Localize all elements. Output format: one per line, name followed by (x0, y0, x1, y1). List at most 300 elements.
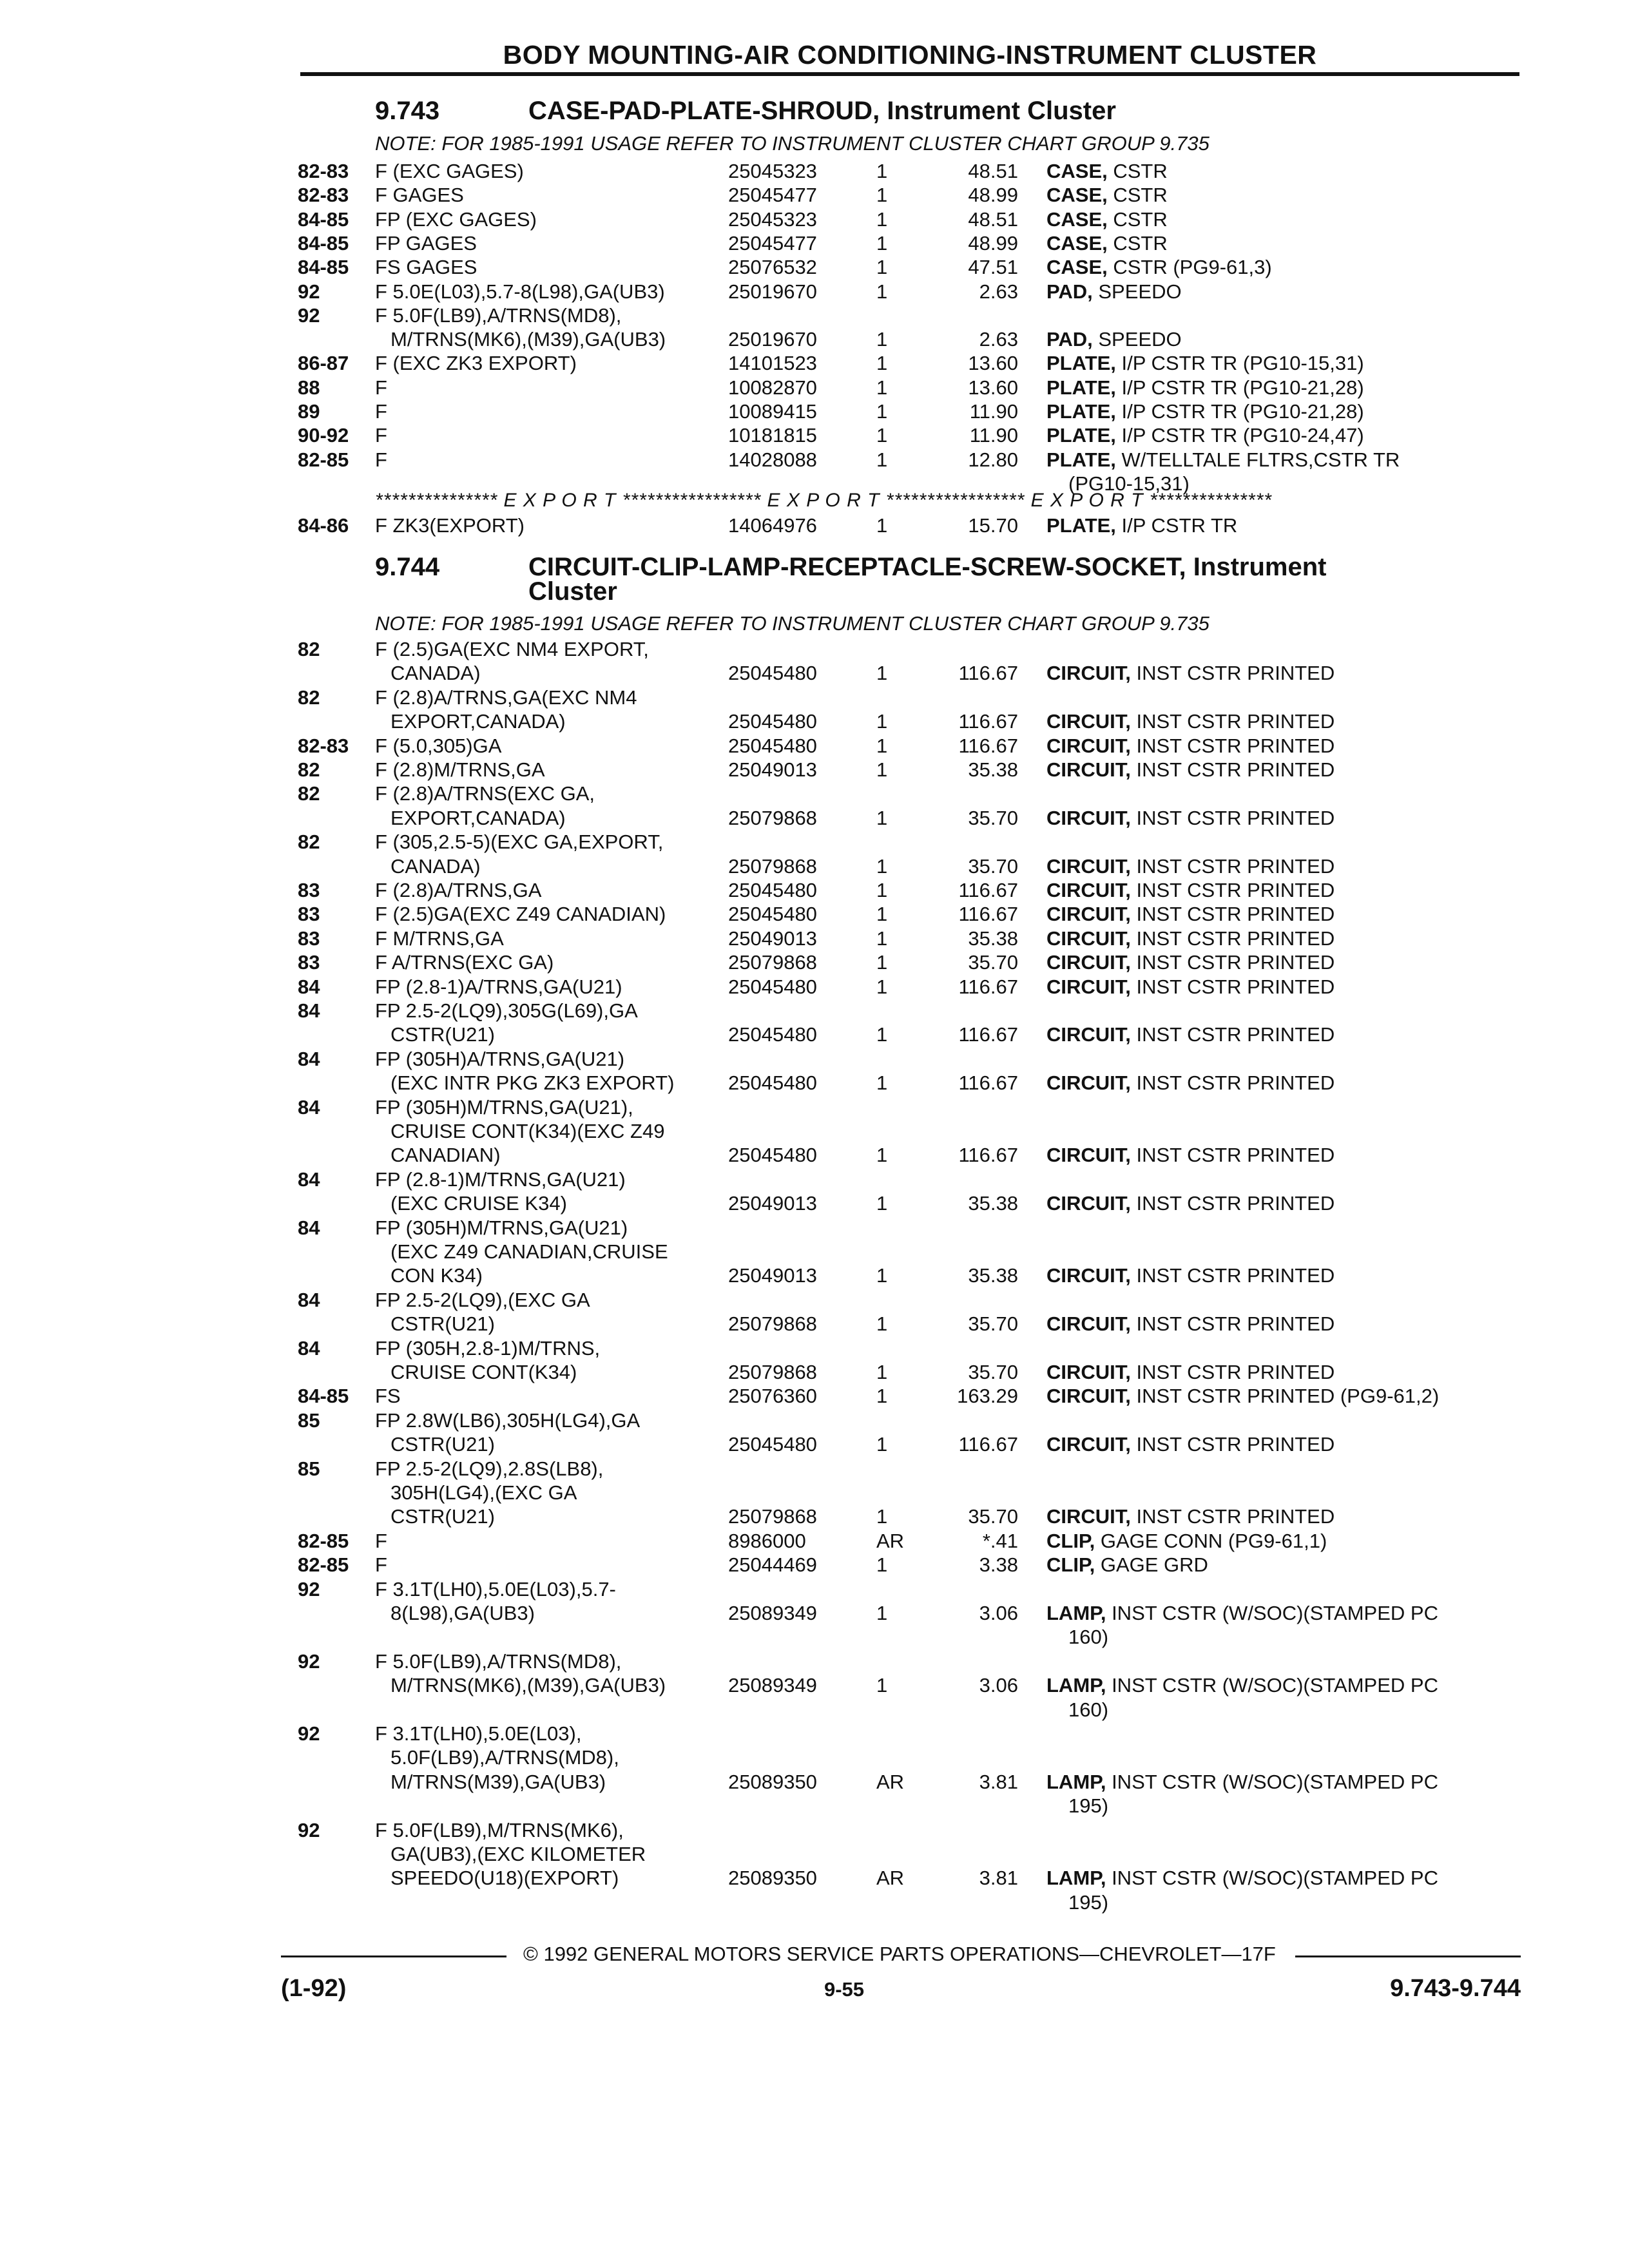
cell-ds: PLATE, (1046, 400, 1116, 423)
cell-ap2: (EXC INTR PKG ZK3 EXPORT) (390, 1072, 675, 1095)
cell-description (1046, 352, 1364, 375)
cell-description (1046, 400, 1364, 423)
cell-pn: 25019670 (728, 280, 817, 303)
cell-qt: 1 (876, 1602, 888, 1624)
cell-pr: 35.38 (968, 927, 1018, 950)
cell-yr: 84 (298, 1095, 320, 1119)
cell-ap: F (2.8)M/TRNS,GA (375, 758, 545, 781)
cell-description (1046, 879, 1335, 902)
cell-ds2: INST CSTR PRINTED (1130, 1361, 1335, 1383)
cell-ap: FP (305H)A/TRNS,GA(U21) (375, 1047, 625, 1070)
cell-description (1046, 951, 1335, 974)
cell-pr: 13.60 (968, 376, 1018, 399)
list-item (0, 1481, 1629, 1505)
cell-ds2: CSTR (1107, 184, 1168, 207)
cell-ds2: CSTR (1107, 231, 1168, 255)
cell-pr: 3.81 (979, 1770, 1018, 1793)
list-item (0, 1722, 1629, 1746)
cell-ap: FP (2.8-1)M/TRNS,GA(U21) (375, 1168, 626, 1191)
list-item (0, 638, 1629, 662)
cell-ds2: INST CSTR PRINTED (1130, 854, 1335, 878)
cell-description (1046, 975, 1335, 999)
cell-ds: PAD, (1046, 328, 1093, 351)
cell-ap: FP 2.8W(LB6),305H(LG4),GA (375, 1408, 641, 1432)
cell-description (1046, 903, 1335, 926)
cell-ap: F (2.5)GA(EXC Z49 CANADIAN) (375, 903, 666, 926)
cell-ds2: SPEEDO (1092, 328, 1182, 351)
cell-ds: CIRCUIT, (1046, 975, 1131, 998)
cell-description (1046, 256, 1272, 279)
cell-ds2: I/P CSTR TR (PG10-21,28) (1115, 400, 1364, 423)
cell-ap2: 5.0F(LB9),A/TRNS(MD8), (390, 1746, 619, 1769)
cell-description (1046, 927, 1335, 950)
list-item (0, 1361, 1629, 1385)
cell-ds: CIRCUIT, (1046, 879, 1131, 901)
list-item (0, 1530, 1629, 1553)
cell-ds: CIRCUIT, (1046, 1072, 1131, 1095)
cell-ds: CLIP, (1046, 1553, 1095, 1577)
cell-ds2: INST CSTR PRINTED (1130, 1192, 1335, 1215)
cell-ap: F (305,2.5-5)(EXC GA,EXPORT, (375, 831, 664, 854)
cell-qt: 1 (876, 1144, 888, 1167)
cell-pr: 48.51 (968, 207, 1018, 231)
cell-qt: 1 (876, 1553, 888, 1577)
cell-pn: 25079868 (728, 951, 817, 974)
cell-yr: 82 (298, 831, 320, 854)
cell-ds: CIRCUIT, (1046, 1264, 1131, 1287)
cell-ds: CIRCUIT, (1046, 806, 1131, 829)
cell-pr: 116.67 (958, 710, 1018, 733)
cell-ap: F 5.0F(LB9),A/TRNS(MD8), (375, 1649, 622, 1673)
cell-ds: PLATE, (1046, 424, 1116, 447)
cell-ap: FP GAGES (375, 231, 477, 255)
cell-ds: CASE, (1046, 160, 1108, 182)
section-note: NOTE: FOR 1985-1991 USAGE REFER TO INSTRUMENT CLUSTER CHART GROUP 9.735 (375, 612, 1210, 635)
cell-ap: FP (305H,2.8-1)M/TRNS, (375, 1336, 601, 1360)
cell-ap: F (EXC ZK3 EXPORT) (375, 352, 577, 375)
cell-pr: 116.67 (958, 662, 1018, 685)
cell-ap2: CANADA) (390, 662, 481, 685)
cell-pn: 8986000 (728, 1529, 806, 1552)
cell-pn: 14064976 (728, 514, 817, 537)
list-item (0, 1771, 1629, 1794)
cell-ds2: W/TELLTALE FLTRS,CSTR TR (1115, 448, 1400, 471)
cell-qt: 1 (876, 514, 888, 537)
cell-pr: 11.90 (969, 400, 1018, 423)
list-item (0, 1048, 1629, 1072)
cell-qt: 1 (876, 1433, 888, 1456)
cell-pn: 25019670 (728, 328, 817, 351)
list-item (0, 304, 1629, 328)
cell-pr: 11.90 (969, 424, 1018, 447)
list-item (0, 831, 1629, 854)
list-item (0, 1409, 1629, 1433)
cell-ap2: CANADA) (390, 854, 481, 878)
list-item (0, 1843, 1629, 1867)
cell-pr: 116.67 (958, 903, 1018, 926)
cell-ap2: CANADIAN) (390, 1144, 501, 1167)
cell-pn: 25079868 (728, 1361, 817, 1383)
cell-description (1046, 1602, 1438, 1625)
cell-ds2: CSTR (1107, 207, 1168, 231)
cell-description (1046, 1505, 1335, 1528)
cell-ds2: GAGE GRD (1095, 1553, 1208, 1577)
cell-pn: 25045480 (728, 903, 817, 926)
list-item (0, 662, 1629, 686)
cell-pn: 25045480 (728, 734, 817, 757)
cell-pn: 25079868 (728, 806, 817, 829)
cell-ds3: 160) (1068, 1626, 1109, 1649)
cell-description (1046, 662, 1335, 685)
cell-ap: F M/TRNS,GA (375, 927, 504, 950)
cell-ds2: GAGE CONN (PG9-61,1) (1095, 1529, 1327, 1552)
cell-ap: F (2.5)GA(EXC NM4 EXPORT, (375, 638, 649, 660)
list-item (0, 1144, 1629, 1168)
cell-ap2: CSTR(U21) (390, 1023, 495, 1046)
list-item (0, 1168, 1629, 1192)
cell-pn: 25045323 (728, 160, 817, 182)
cell-yr: 92 (298, 303, 320, 327)
cell-pn: 25089350 (728, 1867, 817, 1890)
cell-yr: 88 (298, 376, 320, 399)
cell-pr: 48.99 (968, 184, 1018, 207)
cell-pn: 25044469 (728, 1553, 817, 1577)
cell-yr: 85 (298, 1408, 320, 1432)
footer-section-range: 9.743-9.744 (1390, 1975, 1521, 2002)
cell-ds3: 195) (1068, 1794, 1109, 1818)
cell-description (1046, 807, 1335, 830)
list-item (0, 208, 1629, 232)
cell-qt: 1 (876, 184, 888, 207)
cell-ap: FP (2.8-1)A/TRNS,GA(U21) (375, 975, 622, 998)
cell-ap: F A/TRNS(EXC GA) (375, 951, 554, 974)
cell-ds: CIRCUIT, (1046, 758, 1131, 781)
cell-ap2: M/TRNS(MK6),(M39),GA(UB3) (390, 328, 666, 351)
cell-description (1046, 1530, 1327, 1553)
cell-pn: 10089415 (728, 400, 817, 423)
list-item (0, 999, 1629, 1023)
cell-qt: 1 (876, 734, 888, 757)
section-title (528, 553, 1326, 582)
list-item (0, 160, 1629, 184)
cell-pn: 25045477 (728, 184, 817, 207)
cell-pr: 35.70 (968, 854, 1018, 878)
list-item (0, 1337, 1629, 1361)
cell-pr: 13.60 (968, 352, 1018, 375)
cell-qt: 1 (876, 424, 888, 447)
cell-pr: 48.51 (968, 160, 1018, 182)
list-item (0, 686, 1629, 710)
cell-description (1046, 232, 1168, 255)
list-item (0, 1312, 1629, 1336)
cell-yr: 92 (298, 1649, 320, 1673)
cell-ap: F ZK3(EXPORT) (375, 514, 525, 537)
list-item (0, 1578, 1629, 1602)
cell-pr: 15.70 (968, 514, 1018, 537)
cell-pr: 35.38 (968, 1264, 1018, 1287)
cell-ds: CIRCUIT, (1046, 662, 1131, 685)
cell-ds: LAMP, (1046, 1602, 1106, 1624)
list-item (0, 758, 1629, 782)
cell-yr: 82-83 (298, 184, 349, 207)
cell-pn: 25045480 (728, 1023, 817, 1046)
cell-ap2: CRUISE CONT(K34) (390, 1361, 577, 1383)
cell-yr: 92 (298, 1818, 320, 1841)
cell-ap2: CON K34) (390, 1264, 483, 1287)
footer-rule-right (1295, 1956, 1521, 1957)
list-item (0, 903, 1629, 927)
export-banner: *************** E X P O R T ***************** E X P O R T ***************** E X P O R T *************** (375, 490, 1272, 511)
list-item (0, 1867, 1629, 1890)
cell-ds: PLATE, (1046, 376, 1116, 399)
cell-ap: F (2.8)A/TRNS,GA (375, 879, 542, 901)
cell-ds: CIRCUIT, (1046, 1023, 1131, 1046)
list-item (0, 1626, 1629, 1649)
cell-ds2: INST CSTR PRINTED (PG9-61,2) (1130, 1385, 1440, 1408)
cell-qt: 1 (876, 231, 888, 255)
cell-ds2: INST CSTR PRINTED (1130, 1433, 1335, 1456)
cell-ds: CIRCUIT, (1046, 710, 1131, 733)
cell-pr: 47.51 (968, 256, 1018, 279)
cell-ds: CIRCUIT, (1046, 1144, 1131, 1167)
cell-description (1046, 1674, 1438, 1697)
cell-yr: 82-85 (298, 1553, 349, 1577)
cell-ap: FS (375, 1385, 401, 1408)
cell-description (1046, 448, 1400, 472)
cell-ap: F GAGES (375, 184, 464, 207)
list-item (0, 879, 1629, 903)
cell-description (1046, 1023, 1335, 1046)
cell-qt: 1 (876, 376, 888, 399)
cell-description (1046, 328, 1182, 351)
cell-yr: 85 (298, 1457, 320, 1480)
cell-pr: 35.38 (968, 1192, 1018, 1215)
cell-pn: 25045480 (728, 1072, 817, 1095)
cell-description (1046, 758, 1335, 782)
cell-ds2: INST CSTR PRINTED (1130, 734, 1335, 757)
cell-pn: 25045480 (728, 879, 817, 901)
cell-ds3: 195) (1068, 1890, 1109, 1914)
cell-ap: F 3.1T(LH0),5.0E(L03), (375, 1722, 582, 1745)
cell-qt: AR (876, 1770, 905, 1793)
cell-pn: 25089349 (728, 1674, 817, 1697)
cell-yr: 84 (298, 1288, 320, 1311)
cell-ap: FP 2.5-2(LQ9),2.8S(LB8), (375, 1457, 604, 1480)
cell-ds2: INST CSTR PRINTED (1130, 758, 1335, 781)
cell-description (1046, 1385, 1439, 1408)
cell-ds2: INST CSTR (W/SOC)(STAMPED PC (1106, 1867, 1438, 1890)
cell-pr: 116.67 (958, 1433, 1018, 1456)
cell-ds: CIRCUIT, (1046, 1385, 1131, 1408)
cell-pn: 10082870 (728, 376, 817, 399)
cell-ds: CIRCUIT, (1046, 903, 1131, 926)
cell-ap: FP (305H)M/TRNS,GA(U21), (375, 1095, 633, 1119)
cell-ap2: M/TRNS(M39),GA(UB3) (390, 1770, 606, 1793)
section-note: NOTE: FOR 1985-1991 USAGE REFER TO INSTRUMENT CLUSTER CHART GROUP 9.735 (375, 132, 1210, 155)
cell-pr: *.41 (982, 1529, 1018, 1552)
cell-description (1046, 855, 1335, 878)
cell-yr: 84 (298, 975, 320, 998)
cell-yr: 84 (298, 999, 320, 1022)
list-item (0, 1746, 1629, 1770)
cell-pr: 116.67 (958, 1072, 1018, 1095)
cell-pr: 163.29 (957, 1385, 1018, 1408)
list-item (0, 280, 1629, 304)
cell-pn: 25049013 (728, 1264, 817, 1287)
footer-copyright: © 1992 GENERAL MOTORS SERVICE PARTS OPERATIONS—CHEVROLET—17F (523, 1943, 1276, 1965)
cell-ds: CIRCUIT, (1046, 734, 1131, 757)
cell-ap: F (375, 1553, 387, 1577)
cell-pn: 10181815 (728, 424, 817, 447)
cell-yr: 84 (298, 1336, 320, 1360)
cell-pr: 35.70 (968, 1505, 1018, 1528)
list-item (0, 710, 1629, 734)
cell-ap: F (2.8)A/TRNS,GA(EXC NM4 (375, 686, 637, 709)
cell-description (1046, 1433, 1335, 1456)
section-number: 9.744 (375, 553, 440, 581)
cell-pr: 116.67 (958, 879, 1018, 901)
list-item (0, 1433, 1629, 1457)
cell-ds: CIRCUIT, (1046, 1505, 1131, 1528)
list-item (0, 1240, 1629, 1264)
list-item (0, 1120, 1629, 1144)
section-title (528, 97, 1116, 126)
cell-ds2: INST CSTR PRINTED (1130, 1264, 1335, 1287)
cell-qt: 1 (876, 207, 888, 231)
cell-pn: 25045480 (728, 975, 817, 998)
cell-pr: 116.67 (958, 975, 1018, 998)
cell-yr: 92 (298, 1577, 320, 1600)
cell-yr: 83 (298, 951, 320, 974)
cell-description (1046, 1867, 1438, 1890)
footer-rule-left (281, 1956, 506, 1957)
cell-ds2: INST CSTR PRINTED (1130, 903, 1335, 926)
cell-qt: 1 (876, 1385, 888, 1408)
cell-ds: CASE, (1046, 231, 1108, 255)
list-item (0, 1698, 1629, 1722)
cell-description (1046, 1144, 1335, 1167)
cell-pr: 48.99 (968, 231, 1018, 255)
list-item (0, 1264, 1629, 1288)
cell-ds2: INST CSTR PRINTED (1130, 710, 1335, 733)
cell-pn: 25045480 (728, 662, 817, 685)
cell-yr: 82-85 (298, 448, 349, 471)
cell-ap: FP (305H)M/TRNS,GA(U21) (375, 1216, 628, 1239)
list-item (0, 184, 1629, 207)
cell-description (1046, 1312, 1335, 1336)
list-item (0, 352, 1629, 376)
cell-ds: LAMP, (1046, 1867, 1106, 1890)
cell-pn: 25076532 (728, 256, 817, 279)
list-item (0, 256, 1629, 280)
cell-yr: 84-86 (298, 514, 349, 537)
cell-description (1046, 710, 1335, 733)
section-subtitle: Instrument (1193, 553, 1327, 581)
cell-ds: CIRCUIT, (1046, 854, 1131, 878)
cell-ap2: 305H(LG4),(EXC GA (390, 1481, 577, 1504)
cell-description (1046, 160, 1168, 183)
cell-ap: F (375, 424, 387, 447)
cell-qt: 1 (876, 256, 888, 279)
cell-ap: FP 2.5-2(LQ9),305G(L69),GA (375, 999, 638, 1022)
cell-qt: 1 (876, 280, 888, 303)
list-item (0, 1794, 1629, 1818)
cell-ds2: INST CSTR PRINTED (1130, 1505, 1335, 1528)
cell-ap: F (5.0,305)GA (375, 734, 502, 757)
cell-ds: CLIP, (1046, 1529, 1095, 1552)
list-item (0, 1602, 1629, 1626)
cell-ap2: EXPORT,CANADA) (390, 806, 566, 829)
cell-ap: FP 2.5-2(LQ9),(EXC GA (375, 1288, 590, 1311)
cell-qt: 1 (876, 854, 888, 878)
cell-description (1046, 1264, 1335, 1287)
cell-description (1046, 280, 1182, 303)
cell-pr: 2.63 (979, 280, 1018, 303)
section-subtitle: Instrument Cluster (887, 97, 1116, 125)
footer-date: (1-92) (281, 1975, 347, 2002)
list-item (0, 1819, 1629, 1843)
cell-pn: 25049013 (728, 927, 817, 950)
cell-ds2: INST CSTR PRINTED (1130, 1312, 1335, 1336)
cell-yr: 82 (298, 686, 320, 709)
cell-pn: 25089350 (728, 1770, 817, 1793)
cell-qt: 1 (876, 400, 888, 423)
cell-qt: 1 (876, 710, 888, 733)
cell-ds: CIRCUIT, (1046, 1312, 1131, 1336)
cell-ds2: INST CSTR PRINTED (1130, 1144, 1335, 1167)
cell-ap: FP (EXC GAGES) (375, 207, 537, 231)
cell-ap2: CSTR(U21) (390, 1505, 495, 1528)
cell-yr: 82 (298, 638, 320, 660)
list-item (0, 975, 1629, 999)
cell-ds2: INST CSTR PRINTED (1130, 879, 1335, 901)
section-subtitle-cont: Cluster (528, 577, 617, 606)
list-item (0, 1385, 1629, 1408)
cell-yr: 84-85 (298, 231, 349, 255)
list-item (0, 1289, 1629, 1312)
cell-pn: 25089349 (728, 1602, 817, 1624)
list-item (0, 1891, 1629, 1915)
cell-description (1046, 1072, 1335, 1095)
cell-ds: CIRCUIT, (1046, 1192, 1131, 1215)
cell-ap: F 5.0F(LB9),A/TRNS(MD8), (375, 303, 622, 327)
cell-ds2: I/P CSTR TR (PG10-21,28) (1115, 376, 1364, 399)
cell-ds: CIRCUIT, (1046, 1361, 1131, 1383)
cell-ds2: I/P CSTR TR (PG10-24,47) (1115, 424, 1364, 447)
list-item (0, 1553, 1629, 1577)
cell-yr: 86-87 (298, 352, 349, 375)
cell-yr: 84 (298, 1216, 320, 1239)
cell-yr: 82-85 (298, 1529, 349, 1552)
list-item (0, 927, 1629, 951)
cell-yr: 84 (298, 1047, 320, 1070)
section-heading-9744 (0, 553, 1629, 579)
cell-ap: F (2.8)A/TRNS(EXC GA, (375, 782, 595, 805)
cell-qt: 1 (876, 160, 888, 182)
cell-qt: 1 (876, 352, 888, 375)
cell-qt: 1 (876, 975, 888, 998)
cell-qt: 1 (876, 1674, 888, 1697)
cell-ds: PAD, (1046, 280, 1093, 303)
cell-ds: CIRCUIT, (1046, 1433, 1131, 1456)
cell-ds: CIRCUIT, (1046, 927, 1131, 950)
cell-ds2: INST CSTR (W/SOC)(STAMPED PC (1106, 1602, 1438, 1624)
list-item (0, 1505, 1629, 1529)
cell-ds: CASE, (1046, 207, 1108, 231)
section-heading-9743 (0, 97, 1629, 125)
cell-ds2: SPEEDO (1092, 280, 1182, 303)
cell-ds3: 160) (1068, 1698, 1109, 1721)
